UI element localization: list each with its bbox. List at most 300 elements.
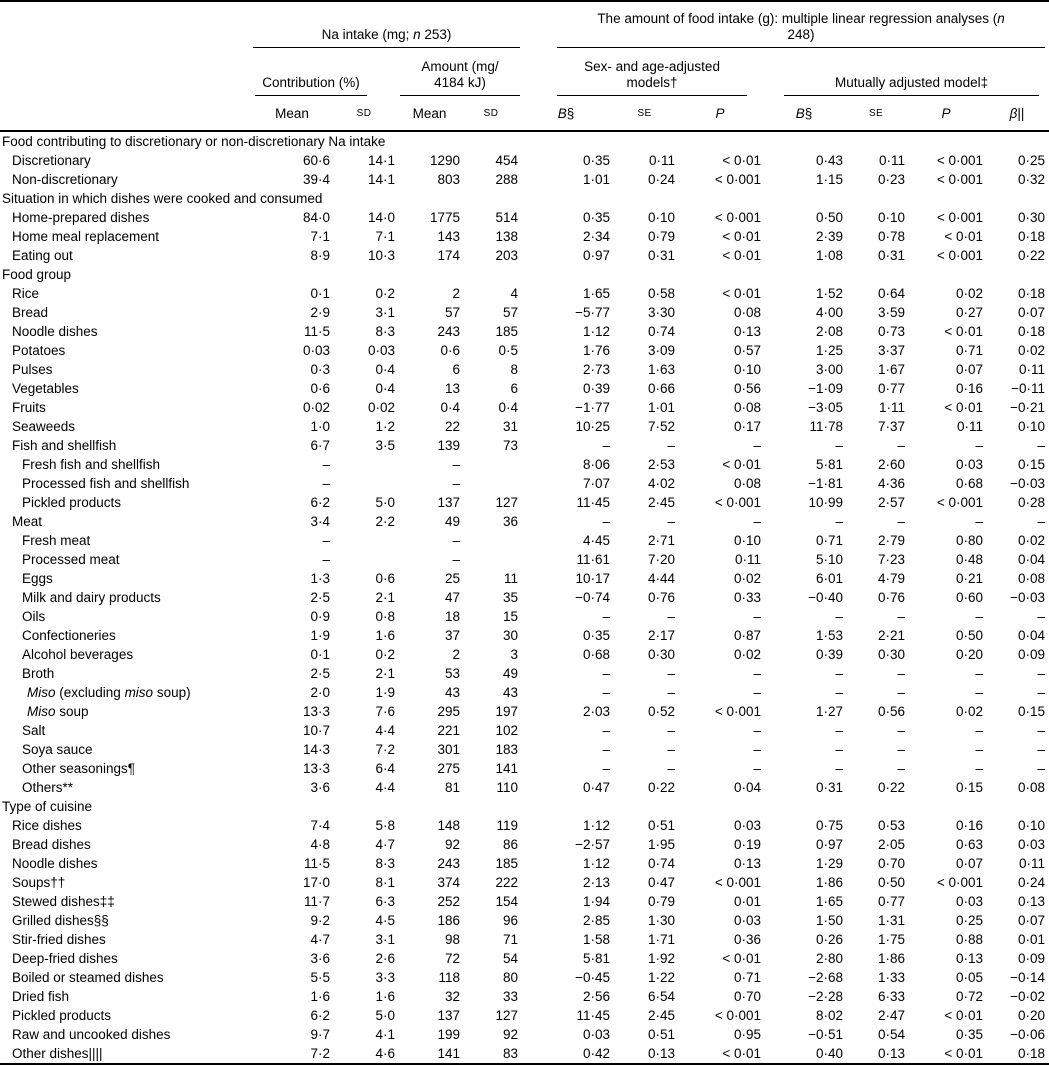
value-cell: 0·10 [734,533,762,548]
value-cell: 174 [437,248,460,263]
value-cell: 1·71 [648,932,676,947]
value-cell: – [1037,609,1046,624]
value-cell: 148 [437,818,460,833]
value-cell: < 0·01 [722,248,762,263]
value-cell: 0·25 [1018,153,1046,168]
row-label: Confectioneries [22,628,116,643]
mutual-model-header [763,48,1049,96]
value-cell [462,474,520,493]
value-cell: – [667,742,676,757]
value-cell: 0·35 [583,628,611,643]
row-label: Miso soup [27,704,89,719]
value-cell: – [835,723,844,738]
column-header: SE [845,96,907,131]
value-cell: < 0·01 [944,1046,984,1061]
value-cell: 6 [510,381,519,396]
value-cell: 4·36 [878,476,906,491]
food-intake-group-header [520,2,1049,48]
table-row [0,740,1049,759]
value-cell: 0·03 [367,343,395,358]
value-cell: 0·16 [956,818,984,833]
value-cell: – [975,666,984,681]
value-cell: < 0·001 [714,172,762,187]
value-cell: 2 [452,647,460,662]
value-cell: 0·20 [956,647,984,662]
value-cell: 0·22 [648,780,676,795]
sex-age-models-header [520,48,763,96]
value-cell: 0·13 [648,1046,676,1061]
value-cell: 0·74 [648,856,676,871]
row-label: Others** [22,780,74,795]
value-cell: < 0·001 [714,495,762,510]
value-cell: 10·3 [367,248,395,263]
value-cell: – [753,666,762,681]
row-label: Boiled or steamed dishes [12,970,164,985]
value-cell: 0·08 [734,476,762,491]
table-row [0,531,1049,550]
value-cell: – [322,457,330,472]
table-row [0,151,1049,170]
value-cell: 0·09 [1018,951,1046,966]
value-cell: 1·94 [583,894,611,909]
row-label: Pickled products [12,1008,112,1023]
value-cell: – [667,761,676,776]
value-cell: 4·79 [878,571,906,586]
value-cell: 60·6 [302,153,330,168]
table-row [0,1044,1049,1063]
value-cell: 2 [452,286,460,301]
value-cell: −0·45 [575,970,611,985]
value-cell: 0·13 [734,324,762,339]
value-cell: 0·13 [734,856,762,871]
value-cell: −0·03 [1010,476,1046,491]
value-cell: 4·4 [375,780,395,795]
row-label: Noodle dishes [12,324,98,339]
value-cell: < 0·01 [944,1008,984,1023]
value-cell: 33 [503,989,519,1004]
food-intake-group-label: The amount of food intake (g): multiple linear regression analyses (n 248) [557,11,1045,48]
value-cell: 49 [444,514,460,529]
value-cell: – [975,609,984,624]
value-cell: 4·00 [816,305,844,320]
value-cell: −1·09 [808,381,844,396]
value-cell: 127 [495,495,519,510]
column-header: B§ [520,96,612,131]
value-cell: 2·34 [583,229,611,244]
value-cell: 119 [496,818,519,833]
value-cell: 288 [495,172,519,187]
row-label: Milk and dairy products [22,590,161,605]
value-cell: 0·75 [816,818,844,833]
value-cell: 6·01 [816,571,844,586]
value-cell: 1·86 [878,951,906,966]
value-cell: 2·53 [648,457,676,472]
value-cell: 0·31 [648,248,676,263]
value-cell: 84·0 [302,210,330,225]
value-cell: −0·11 [1011,381,1046,396]
value-cell: 35 [503,590,519,605]
value-cell: 221 [437,723,460,738]
row-label: Eating out [12,248,73,263]
row-label: Broth [22,666,55,681]
value-cell: 7·52 [648,419,676,434]
value-cell: – [1037,723,1046,738]
value-cell: 2·1 [375,590,395,605]
value-cell: 0·5 [498,343,519,358]
row-label: Dried fish [12,989,70,1004]
value-cell: 1·33 [878,970,906,985]
value-cell: 0·50 [816,210,844,225]
table-row [0,778,1049,797]
value-cell: 0·77 [878,894,906,909]
subgroup-header-row [0,48,1049,96]
value-cell: 0·02 [1018,533,1046,548]
table-row [0,170,1049,189]
value-cell: 0·15 [1018,704,1046,719]
value-cell: – [667,609,676,624]
value-cell: – [602,609,611,624]
section-row [0,131,1049,151]
value-cell: 92 [503,1027,519,1042]
table-row [0,968,1049,987]
value-cell: 0·68 [583,647,611,662]
value-cell: 138 [495,229,519,244]
value-cell: – [897,609,906,624]
value-cell: 1·12 [583,856,611,871]
value-cell: 0·07 [1018,913,1046,928]
value-cell: 0·88 [956,932,984,947]
value-cell: 3·4 [310,514,330,529]
value-cell: −0·21 [1010,400,1046,415]
value-cell: 0·56 [878,704,906,719]
value-cell: 118 [438,970,460,985]
value-cell: 0·04 [1018,628,1046,643]
value-cell: 0·08 [1018,780,1046,795]
value-cell: 0·64 [878,286,906,301]
value-cell: 197 [495,704,519,719]
table-row [0,436,1049,455]
value-cell: 3·09 [648,343,676,358]
value-cell: 803 [437,172,460,187]
value-cell: 0·71 [956,343,984,358]
value-cell: < 0·001 [936,248,984,263]
value-cell: 1·50 [816,913,844,928]
value-cell: < 0·01 [944,324,984,339]
value-cell: 0·54 [878,1027,906,1042]
value-cell: 36 [503,514,519,529]
value-cell: 11 [504,571,519,586]
value-cell: – [1037,761,1046,776]
value-cell: – [835,609,844,624]
value-cell: 0·15 [956,780,984,795]
value-cell: 2·71 [648,533,676,548]
table-row [0,493,1049,512]
value-cell: 1·01 [583,172,611,187]
value-cell: 0·51 [648,1027,676,1042]
value-cell: 6·54 [648,989,676,1004]
value-cell: 139 [437,438,460,453]
value-cell: 43 [444,685,460,700]
value-cell: 4·7 [310,932,330,947]
table-row [0,341,1049,360]
value-cell: 1·25 [816,343,844,358]
value-cell: 0·73 [878,324,906,339]
value-cell: – [897,761,906,776]
value-cell: 137 [437,495,460,510]
table-row [0,835,1049,854]
value-cell: 10·7 [302,723,330,738]
table-row [0,1006,1049,1025]
value-cell: – [753,761,762,776]
value-cell: 0·03 [1018,837,1046,852]
row-label: Rice dishes [12,818,82,833]
value-cell: 6 [452,362,460,377]
value-cell: – [835,742,844,757]
value-cell: 1·15 [816,172,844,187]
value-cell: 8·1 [375,875,395,890]
value-cell: – [753,609,762,624]
value-cell: 11·45 [576,1008,611,1023]
value-cell: 1·53 [816,628,844,643]
section-label: Food group [2,267,72,282]
value-cell: – [667,685,676,700]
value-cell [331,455,397,474]
value-cell: 86 [503,837,519,852]
value-cell: 2·13 [583,875,611,890]
value-cell: 0·76 [878,590,906,605]
value-cell: 102 [495,723,519,738]
value-cell: 0·03 [956,457,984,472]
value-cell: 0·23 [878,172,906,187]
value-cell: 7·37 [878,419,906,434]
value-cell: 14·1 [367,153,395,168]
value-cell: 15 [503,609,519,624]
row-label: Home-prepared dishes [12,210,150,225]
table-row [0,455,1049,474]
value-cell: 2·45 [648,495,676,510]
value-cell: 0·18 [1018,286,1046,301]
value-cell: 43 [503,685,519,700]
contribution-label: Contribution (%) [255,75,367,96]
row-label: Processed fish and shellfish [22,476,190,491]
value-cell: 72 [444,951,460,966]
table-row [0,721,1049,740]
value-cell: 1·12 [583,818,611,833]
value-cell: 2·85 [583,913,611,928]
value-cell: 18 [444,609,460,624]
value-cell: 0·71 [734,970,762,985]
value-cell: 6·7 [310,438,330,453]
mutual-model-label: Mutually adjusted model‡ [784,75,1039,96]
value-cell: 4·6 [375,1046,395,1061]
value-cell: 1·9 [310,628,330,643]
value-cell: 0·28 [1018,495,1046,510]
value-cell: 301 [437,742,460,757]
value-cell: – [1037,742,1046,757]
table-row [0,417,1049,436]
value-cell: 57 [444,305,460,320]
value-cell: 4·8 [310,837,330,852]
value-cell [331,531,397,550]
table-row [0,645,1049,664]
value-cell: 1·65 [583,286,611,301]
value-cell: 9·2 [310,913,330,928]
row-label: Stewed dishes‡‡ [12,894,115,909]
value-cell: 2·47 [878,1008,906,1023]
value-cell: 0·02 [956,704,984,719]
value-cell: 2·6 [375,951,395,966]
value-cell: – [322,552,330,567]
value-cell: 31 [503,419,519,434]
value-cell: 0·79 [648,894,676,909]
value-cell: 10·25 [575,419,611,434]
value-cell: 7·1 [310,229,330,244]
value-cell: 143 [437,229,460,244]
value-cell: 0·42 [583,1046,611,1061]
value-cell: 1·52 [816,286,844,301]
value-cell: – [897,666,906,681]
value-cell: 0·03 [734,913,762,928]
row-label: Eggs [22,571,53,586]
value-cell: 4·1 [375,1027,395,1042]
value-cell: – [667,723,676,738]
value-cell: – [602,761,611,776]
value-cell: 0·36 [734,932,762,947]
value-cell: 0·26 [816,932,844,947]
value-cell: 0·39 [816,647,844,662]
value-cell: 3·5 [375,438,395,453]
value-cell: 185 [495,324,519,339]
value-cell: 454 [495,153,519,168]
value-cell: −1·81 [808,476,844,491]
value-cell: 0·50 [956,628,984,643]
na-intake-group-header [253,2,520,48]
value-cell: 6·4 [375,761,395,776]
value-cell: 53 [444,666,460,681]
row-label: Fish and shellfish [12,438,117,453]
value-cell: 32 [444,989,460,1004]
column-header: SD [462,96,520,131]
row-label: Oils [22,609,46,624]
table-row [0,873,1049,892]
value-cell: 1·9 [375,685,395,700]
na-intake-table [0,2,1049,1063]
value-cell: 6·2 [310,495,330,510]
value-cell: 14·3 [302,742,330,757]
value-cell: 137 [437,1008,460,1023]
row-label: Other dishes|||| [12,1046,103,1061]
value-cell: 9·7 [310,1027,330,1042]
value-cell: 0·22 [878,780,906,795]
value-cell: 222 [495,875,519,890]
value-cell: < 0·001 [936,153,984,168]
value-cell: 3 [510,647,519,662]
value-cell: – [452,457,460,472]
value-cell: 1·2 [375,419,395,434]
value-cell: 11·45 [576,495,611,510]
value-cell: 1·6 [375,989,395,1004]
value-cell: 2·1 [375,666,395,681]
value-cell: 8 [510,362,519,377]
value-cell: 203 [495,248,519,263]
value-cell: 0·6 [440,343,460,358]
value-cell: 0·13 [1018,894,1046,909]
value-cell: 0·24 [1018,875,1046,890]
section-row [0,265,1049,284]
value-cell: 0·03 [583,1027,611,1042]
value-cell: – [322,533,330,548]
value-cell: 0·87 [734,628,762,643]
value-cell: – [753,742,762,757]
value-cell: < 0·001 [936,172,984,187]
value-cell: 0·13 [956,951,984,966]
value-cell: 0·58 [648,286,676,301]
table-row [0,683,1049,702]
section-row [0,189,1049,208]
value-cell: 0·77 [878,381,906,396]
value-cell: 141 [495,761,519,776]
table-row [0,607,1049,626]
value-cell: 0·8 [375,609,395,624]
value-cell: 2·5 [310,666,330,681]
na-intake-group-label: Na intake (mg; n 253) [253,27,520,48]
value-cell: 5·0 [375,1008,395,1023]
value-cell: 2·0 [310,685,330,700]
section-label: Type of cuisine [2,799,93,814]
value-cell: 0·1 [310,286,330,301]
value-cell: 0·79 [648,229,676,244]
table-row [0,949,1049,968]
value-cell: 1·11 [879,400,906,415]
value-cell: 0·10 [648,210,676,225]
value-cell: 199 [437,1027,460,1042]
value-cell: 3·1 [375,305,395,320]
value-cell: 2·21 [878,628,906,643]
value-cell: – [835,514,844,529]
value-cell: 0·11 [957,419,984,434]
value-cell: 13 [444,381,460,396]
value-cell: – [975,685,984,700]
value-cell: 127 [495,1008,519,1023]
table-row [0,208,1049,227]
value-cell: 7·23 [878,552,906,567]
row-label: Deep-fried dishes [12,951,118,966]
value-cell [462,550,520,569]
value-cell [331,474,397,493]
label-column-spacer [0,2,253,48]
value-cell: 3·37 [878,343,906,358]
value-cell: < 0·001 [714,704,762,719]
value-cell: 1·75 [878,932,906,947]
value-cell: 1·95 [648,837,676,852]
value-cell: 0·07 [956,856,984,871]
value-cell: −0·06 [1010,1027,1046,1042]
value-cell: 2·56 [583,989,611,1004]
value-cell: 0·24 [648,172,676,187]
row-label: Miso (excluding miso soup) [27,685,191,700]
value-cell: 13·3 [302,761,330,776]
value-cell: – [753,685,762,700]
value-cell: 0·6 [375,571,395,586]
table-row [0,512,1049,531]
value-cell: 0·31 [878,248,906,263]
value-cell: 0·32 [1018,172,1046,187]
column-header: SE [612,96,677,131]
label-column-spacer [0,48,253,96]
row-label: Bread dishes [12,837,91,852]
value-cell [331,550,397,569]
row-label: Potatoes [12,343,66,358]
